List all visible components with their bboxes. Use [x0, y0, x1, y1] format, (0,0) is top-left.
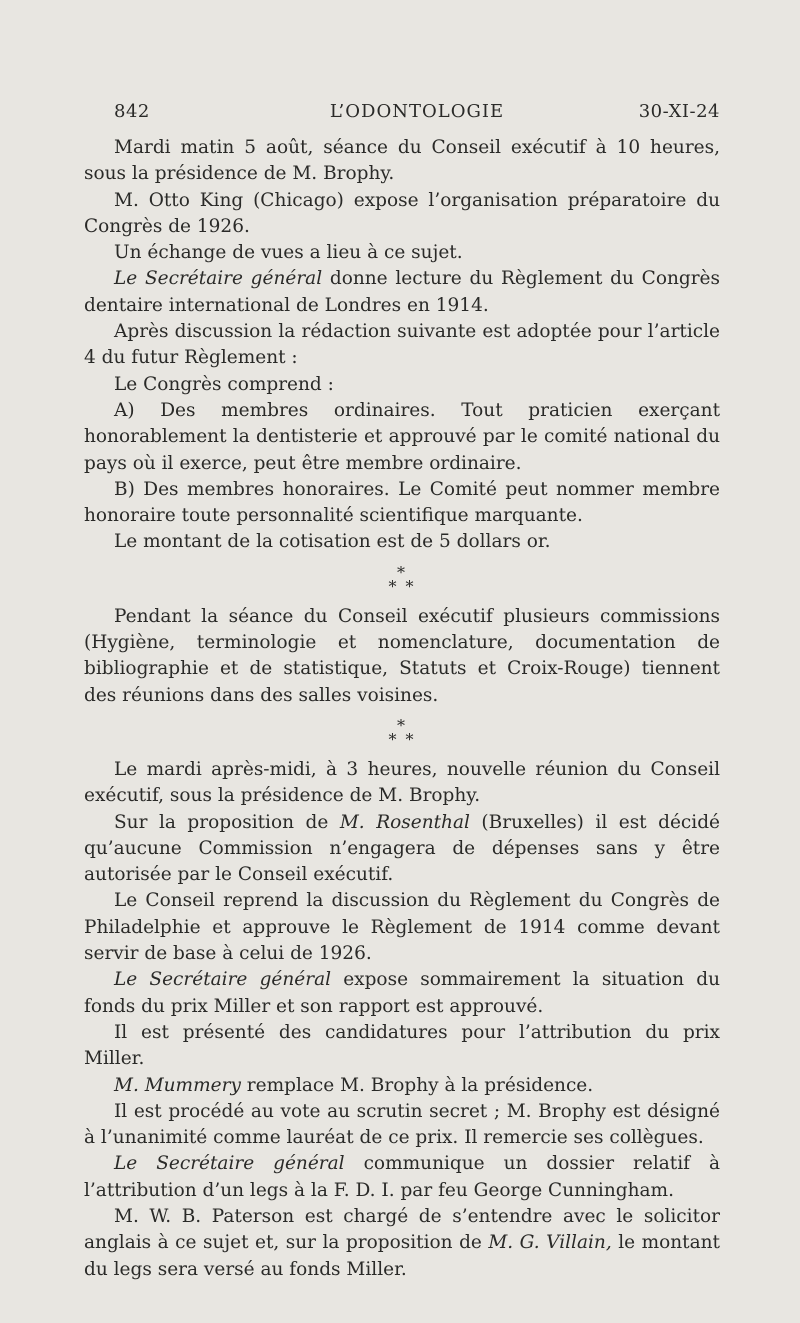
italic-name: M. Rosenthal [339, 811, 470, 833]
paragraph [84, 1073, 720, 1099]
paragraph: A) Des membres ordinaires. Tout praticien exerçant honorablement la dentisterie et approuvé par le comité national du pays où il exerce, peut être membre ordinaire. [84, 399, 720, 474]
paragraph: Après discussion la rédaction suivante est adoptée pour l’article 4 du futur Règlement : [84, 321, 720, 369]
italic-name: Le Secrétaire général [114, 1153, 345, 1175]
paragraph [84, 810, 720, 889]
paragraph: B) Des membres honoraires. Le Comité peut nommer membre honoraire toute personnalité scientifique marquante. [84, 478, 720, 527]
paragraph-text: le montant du legs sera versé au fonds Miller. [84, 1232, 720, 1280]
paragraph: Il est procédé au vote au scrutin secret ; M. Brophy est désigné à l’unanimité comme lauréat de ce prix. Il remercie ses collègues. [84, 1100, 720, 1149]
asterism-bottom: * * [388, 729, 416, 749]
italic-name: Le Secrétaire général [114, 969, 332, 991]
paragraph [84, 967, 720, 1020]
paragraph-text: expose sommairement la situation du fonds du prix Miller et son rapport est approuvé. [84, 969, 720, 1017]
paragraph: M. Otto King (Chicago) expose l’organisation préparatoire du Congrès de 1926. [84, 189, 720, 237]
paragraph-text: M. W. B. Paterson est chargé de s’entendre avec le solicitor anglais à ce sujet et, sur la proposition de [84, 1205, 720, 1254]
paragraph: Le Conseil reprend la discussion du Règlement du Congrès de Philadelphie et approuve le Règlement de 1914 comme devant servir de base à celui de 1926. [84, 890, 720, 965]
running-header [114, 101, 720, 125]
paragraph: Le montant de la cotisation est de 5 dollars or. [114, 531, 551, 553]
paragraph-text: remplace M. Brophy à la présidence. [240, 1074, 594, 1096]
paragraph: Le Congrès comprend : [114, 373, 334, 395]
paragraph [84, 1151, 720, 1204]
paragraph [84, 1204, 720, 1283]
section-separator [84, 715, 720, 749]
paragraph-text: Sur la proposition de [114, 811, 340, 833]
paragraph-text: (Bruxelles) il est décidé qu’aucune Commission n’engagera de dépenses sans y être autorisée par le Conseil exécutif. [84, 811, 720, 886]
paragraph: Un échange de vues a lieu à ce sujet. [114, 242, 463, 264]
paragraph: Le mardi après-midi, à 3 heures, nouvelle réunion du Conseil exécutif, sous la présidence de M. Brophy. [84, 758, 720, 807]
article-body [84, 135, 720, 1283]
paragraph-text: communique un dossier relatif à l’attribution d’un legs à la F. D. I. par feu George Cunningham. [84, 1153, 720, 1201]
page-number: 842 [114, 101, 150, 122]
issue-date: 30-XI-24 [638, 101, 720, 122]
asterism-top: * [397, 715, 407, 735]
paragraph: Mardi matin 5 août, séance du Conseil exécutif à 10 heures, sous la présidence de M. Brophy. [84, 137, 720, 185]
paragraph [84, 266, 720, 319]
asterism-bottom: * * [388, 576, 416, 596]
italic-name: M. G. Villain, [488, 1232, 612, 1254]
journal-title: L’ODONTOLOGIE [329, 101, 505, 122]
paragraph-text: donne lecture du Règlement du Congrès dentaire international de Londres en 1914. [84, 268, 721, 316]
paragraph: Il est présenté des candidatures pour l’attribution du prix Miller. [84, 1021, 720, 1070]
section-separator [84, 562, 720, 596]
asterism-top: * [397, 562, 407, 582]
italic-name: Le Secrétaire général [114, 268, 323, 290]
italic-name: M. Mummery [114, 1074, 241, 1096]
paragraph: Pendant la séance du Conseil exécutif plusieurs commissions (Hygiène, terminologie et nomenclature, documentation de bibliographie et de statistique, Statuts et Croix-Rouge) tiennent des réunions dans des salles voisines. [84, 605, 720, 706]
